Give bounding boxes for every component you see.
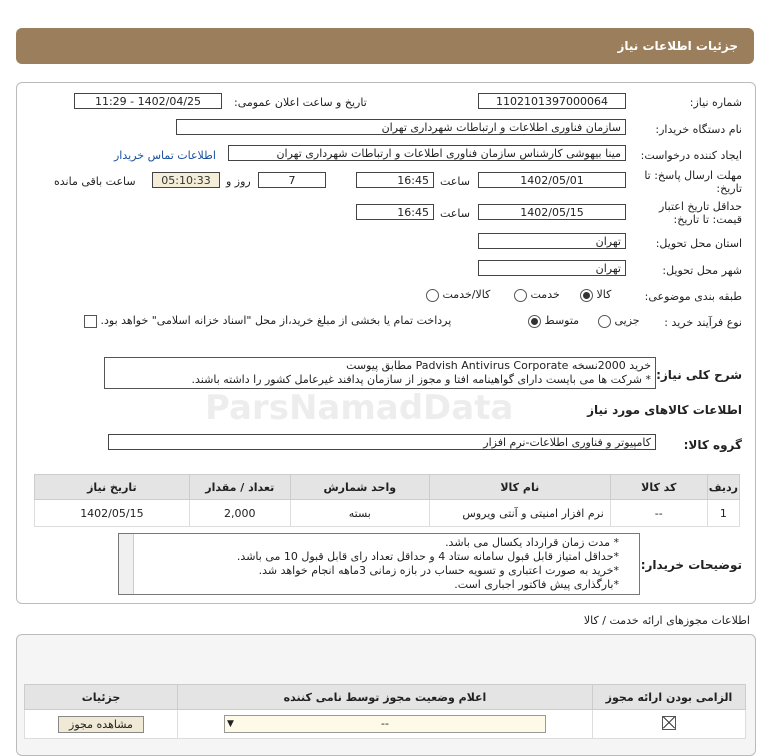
radio-goods[interactable] (580, 289, 593, 302)
deadline-days-label: روز و (226, 175, 251, 188)
permits-col-required: الزامی بودن ارائه مجوز (593, 685, 746, 710)
goods-heading: اطلاعات کالاهای مورد نیاز (587, 403, 742, 417)
col-date: تاریخ نیاز (35, 475, 190, 500)
goods-group-field: کامپیوتر و فناوری اطلاعات-نرم افزار (108, 434, 656, 450)
permits-heading: اطلاعات مجوزهای ارائه خدمت / کالا (583, 614, 750, 627)
col-name: نام کالا (429, 475, 610, 500)
col-qty: تعداد / مقدار (189, 475, 290, 500)
creator-field: مینا بیهوشی کارشناس سازمان فناوری اطلاعات و ارتباطات شهرداری تهران (228, 145, 626, 161)
category-goods-text: کالا (596, 288, 612, 301)
deadline-time-field: 16:45 (356, 172, 434, 188)
goods-group-label: گروه کالا: (683, 438, 742, 452)
col-row: ردیف (707, 475, 739, 500)
process-medium[interactable] (528, 314, 579, 328)
deadline-time-label: ساعت (440, 175, 470, 188)
permits-table (24, 684, 746, 739)
radio-service[interactable] (514, 289, 527, 302)
summary-line-2: * شرکت ها می بایست دارای گواهینامه افتا و مجوز از سازمان پدافند غیرعامل کشور را داشته باشند. (191, 373, 651, 386)
need-number-label: شماره نیاز: (689, 96, 742, 109)
province-field: تهران (478, 233, 626, 249)
need-number-field: 1102101397000064 (478, 93, 626, 109)
city-label: شهر محل تحویل: (662, 264, 742, 277)
deadline-days-field: 7 (258, 172, 326, 188)
cell-qty: 2,000 (189, 500, 290, 527)
buyer-contact-link[interactable]: اطلاعات تماس خریدار (114, 149, 216, 162)
validity-time-label: ساعت (440, 207, 470, 220)
table-row (25, 710, 746, 739)
summary-label: شرح کلی نیاز: (656, 368, 742, 382)
permit-status-value: -- (381, 717, 389, 730)
radio-medium[interactable] (528, 315, 541, 328)
buyer-notes-box (118, 533, 640, 595)
buyer-org-label: نام دستگاه خریدار: (655, 123, 742, 136)
cell-unit: بسته (290, 500, 429, 527)
required-checkbox[interactable] (662, 716, 676, 730)
summary-line-1: خرید 2000نسخه Padvish Antivirus Corporate مطابق پیوست (346, 359, 651, 372)
category-label: طبقه بندی موضوعی: (644, 290, 742, 303)
category-service[interactable] (514, 288, 560, 302)
validity-label: حداقل تاریخ اعتبار قیمت: تا تاریخ: (658, 200, 742, 226)
notes-scrollbar[interactable] (119, 534, 134, 594)
page-header (16, 28, 754, 64)
remaining-label: ساعت باقی مانده (54, 175, 136, 188)
page-title: جزئیات اطلاعات نیاز (617, 39, 738, 53)
permits-col-details: جزئیات (25, 685, 178, 710)
watermark: ParsNamadData (205, 388, 514, 428)
col-code: کد کالا (610, 475, 707, 500)
remaining-time-field: 05:10:33 (152, 172, 220, 188)
cell-date: 1402/05/15 (35, 500, 190, 527)
validity-time-field: 16:45 (356, 204, 434, 220)
permit-status-select[interactable] (224, 715, 546, 733)
process-minor-text: جزیی (614, 314, 640, 327)
category-service-text: خدمت (530, 288, 560, 301)
category-goods[interactable] (580, 288, 611, 302)
deadline-date-field: 1402/05/01 (478, 172, 626, 188)
process-label: نوع فرآیند خرید : (664, 316, 742, 329)
buyer-org-field: سازمان فناوری اطلاعات و ارتباطات شهرداری تهران (176, 119, 626, 135)
view-permit-button[interactable]: مشاهده مجوز (58, 716, 144, 733)
city-field: تهران (478, 260, 626, 276)
goods-table (34, 474, 740, 527)
note-line-4: *بارگذاری پیش فاکتور اجباری است. (454, 578, 619, 591)
process-minor[interactable] (598, 314, 640, 328)
announce-field: 1402/04/25 - 11:29 (74, 93, 222, 109)
buyer-notes-label: توضیحات خریدار: (640, 558, 742, 572)
note-line-3: *خرید به صورت اعتباری و تسویه حساب در بازه زمانی 3ماهه انجام خواهد شد. (258, 564, 619, 577)
creator-label: ایجاد کننده درخواست: (640, 149, 742, 162)
announce-label: تاریخ و ساعت اعلان عمومی: (234, 96, 367, 109)
chevron-down-icon: ▼ (227, 719, 234, 729)
cell-row: 1 (707, 500, 739, 527)
note-line-2: *حداقل امتیاز قابل قبول سامانه ستاد 4 و حداقل تعداد رای قابل قبول 10 می باشد. (236, 550, 619, 563)
col-unit: واحد شمارش (290, 475, 429, 500)
permits-col-status: اعلام وضعیت مجوز توسط نامی کننده (178, 685, 593, 710)
radio-minor[interactable] (598, 315, 611, 328)
validity-date-field: 1402/05/15 (478, 204, 626, 220)
summary-box (104, 357, 656, 389)
treasury-option[interactable] (84, 314, 451, 328)
cell-code: -- (610, 500, 707, 527)
process-medium-text: متوسط (544, 314, 580, 327)
treasury-checkbox[interactable] (84, 315, 97, 328)
cell-name: نرم افزار امنیتی و آنتی ویروس (429, 500, 610, 527)
treasury-text: پرداخت تمام یا بخشی از مبلغ خرید،از محل "اسناد خزانه اسلامی" خواهد بود. (100, 314, 452, 327)
table-row (35, 500, 740, 527)
radio-both[interactable] (426, 289, 439, 302)
note-line-1: * مدت زمان قرارداد یکسال می باشد. (445, 536, 619, 549)
province-label: استان محل تحویل: (655, 237, 742, 250)
category-both[interactable] (426, 288, 490, 302)
category-both-text: کالا/خدمت (442, 288, 491, 301)
deadline-label: مهلت ارسال پاسخ: تا تاریخ: (644, 169, 742, 195)
